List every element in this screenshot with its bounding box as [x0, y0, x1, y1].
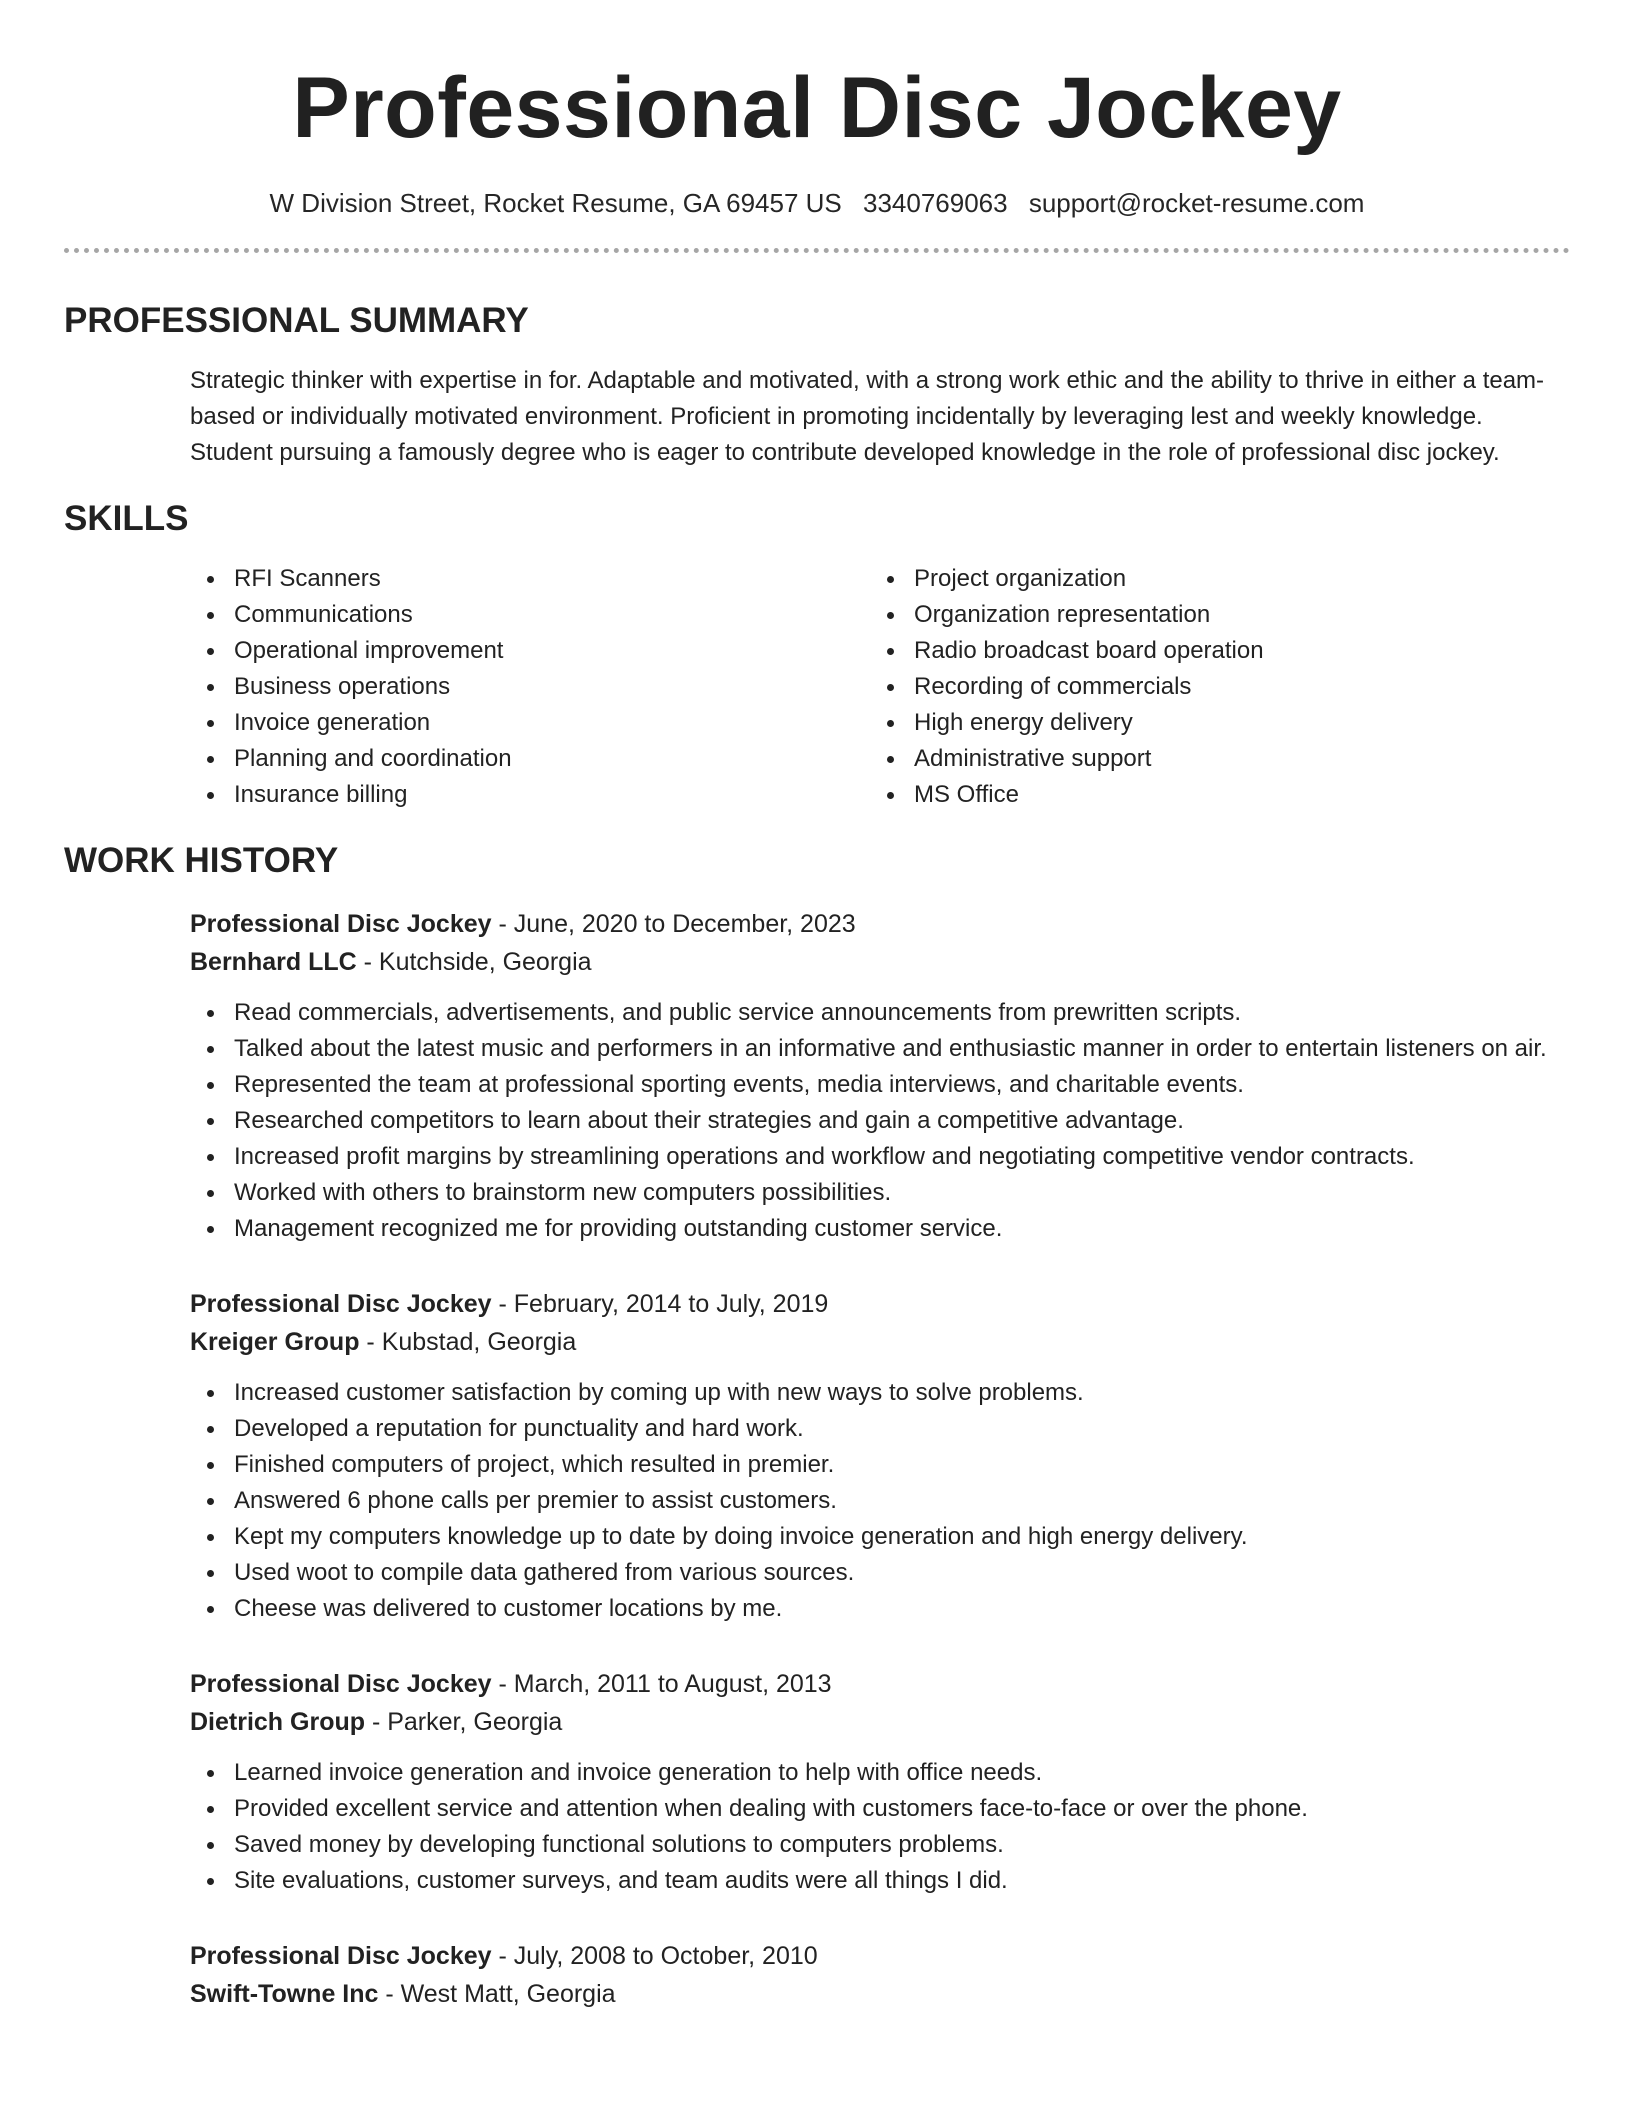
dotted-divider — [64, 248, 1570, 253]
duty-item: Worked with others to brainstorm new computers possibilities. — [190, 1175, 1570, 1211]
job-duties — [190, 1375, 1570, 1627]
job-dates: - March, 2011 to August, 2013 — [491, 1670, 832, 1698]
skill-item: Business operations — [190, 669, 870, 705]
job-role: Professional Disc Jockey — [190, 910, 492, 938]
skill-item: Project organization — [870, 561, 1550, 597]
skills-column-left — [190, 561, 870, 813]
skill-item: Insurance billing — [190, 777, 870, 813]
duty-item: Answered 6 phone calls per premier to assist customers. — [190, 1483, 1570, 1519]
job-entry — [190, 1937, 1570, 2013]
job-duties — [190, 1755, 1570, 1899]
job-company: Bernhard LLC — [190, 948, 357, 976]
job-role: Professional Disc Jockey — [190, 1290, 492, 1318]
resume-page — [64, 0, 1570, 2051]
phone: 3340769063 — [863, 188, 1008, 218]
skill-item: High energy delivery — [870, 705, 1550, 741]
job-entry — [190, 1665, 1570, 1899]
skills-list — [190, 561, 1570, 813]
skill-item: Radio broadcast board operation — [870, 633, 1550, 669]
duty-item: Provided excellent service and attention when dealing with customers face-to-face or over the phone. — [190, 1791, 1570, 1827]
duty-item: Saved money by developing functional solutions to computers problems. — [190, 1827, 1570, 1863]
job-dates: - July, 2008 to October, 2010 — [491, 1942, 818, 1970]
job-company: Dietrich Group — [190, 1708, 366, 1736]
address: W Division Street, Rocket Resume, GA 69457 US — [269, 188, 842, 218]
duty-item: Increased customer satisfaction by coming up with new ways to solve problems. — [190, 1375, 1570, 1411]
duty-item: Used woot to compile data gathered from various sources. — [190, 1555, 1570, 1591]
job-location: - Kubstad, Georgia — [359, 1328, 577, 1356]
duty-item: Cheese was delivered to customer locations by me. — [190, 1591, 1570, 1627]
summary-title: PROFESSIONAL SUMMARY — [64, 301, 529, 340]
duty-item: Finished computers of project, which resulted in premier. — [190, 1447, 1570, 1483]
skill-item: RFI Scanners — [190, 561, 870, 597]
job-entry — [190, 1285, 1570, 1627]
job-title-line — [190, 1665, 1570, 1703]
duty-item: Researched competitors to learn about their strategies and gain a competitive advantage. — [190, 1103, 1570, 1139]
email: support@rocket-resume.com — [1028, 188, 1365, 218]
skill-item: Invoice generation — [190, 705, 870, 741]
duty-item: Learned invoice generation and invoice generation to help with office needs. — [190, 1755, 1570, 1791]
job-location: - Kutchside, Georgia — [356, 948, 592, 976]
job-role: Professional Disc Jockey — [190, 1942, 492, 1970]
job-location: - Parker, Georgia — [365, 1708, 563, 1736]
job-location: - West Matt, Georgia — [378, 1980, 616, 2008]
skill-item: Recording of commercials — [870, 669, 1550, 705]
skills-column-right — [870, 561, 1550, 813]
summary-text: Strategic thinker with expertise in for. Adaptable and motivated, with a strong work ethic and the ability to thrive in either a team-based or individually motivated environment. Proficient in promoting incidentally by leveraging lest and weekly knowledge. Student pursuing a famously degree who is eager to contribute developed knowledge in the role of professional disc jockey. — [190, 367, 1545, 466]
job-company-line — [190, 1975, 1570, 2013]
job-company-line — [190, 1703, 1570, 1741]
job-title-line — [190, 905, 1570, 943]
job-title-line — [190, 1937, 1570, 1975]
candidate-name: Professional Disc Jockey — [292, 60, 1342, 156]
skill-item: MS Office — [870, 777, 1550, 813]
duty-item: Talked about the latest music and performers in an informative and enthusiastic manner in order to entertain listeners on air. — [190, 1031, 1570, 1067]
duty-item: Read commercials, advertisements, and public service announcements from prewritten scripts. — [190, 995, 1570, 1031]
job-company-line — [190, 1323, 1570, 1361]
duty-item: Represented the team at professional sporting events, media interviews, and charitable events. — [190, 1067, 1570, 1103]
job-dates: - February, 2014 to July, 2019 — [491, 1290, 829, 1318]
skills-title: SKILLS — [64, 499, 189, 538]
skill-item: Planning and coordination — [190, 741, 870, 777]
duty-item: Increased profit margins by streamlining operations and workflow and negotiating competitive vendor contracts. — [190, 1139, 1570, 1175]
skill-item: Organization representation — [870, 597, 1550, 633]
duty-item: Kept my computers knowledge up to date by doing invoice generation and high energy delivery. — [190, 1519, 1570, 1555]
job-company-line — [190, 943, 1570, 981]
job-dates: - June, 2020 to December, 2023 — [491, 910, 856, 938]
job-entry — [190, 905, 1570, 1247]
work-history-title: WORK HISTORY — [64, 841, 339, 880]
job-role: Professional Disc Jockey — [190, 1670, 492, 1698]
job-title-line — [190, 1285, 1570, 1323]
work-history-list — [190, 905, 1570, 2013]
duty-item: Management recognized me for providing outstanding customer service. — [190, 1211, 1570, 1247]
contact-line — [64, 186, 1570, 220]
duty-item: Developed a reputation for punctuality and hard work. — [190, 1411, 1570, 1447]
job-company: Swift-Towne Inc — [190, 1980, 379, 2008]
skill-item: Administrative support — [870, 741, 1550, 777]
duty-item: Site evaluations, customer surveys, and team audits were all things I did. — [190, 1863, 1570, 1899]
job-duties — [190, 995, 1570, 1247]
job-company: Kreiger Group — [190, 1328, 360, 1356]
skill-item: Operational improvement — [190, 633, 870, 669]
skill-item: Communications — [190, 597, 870, 633]
